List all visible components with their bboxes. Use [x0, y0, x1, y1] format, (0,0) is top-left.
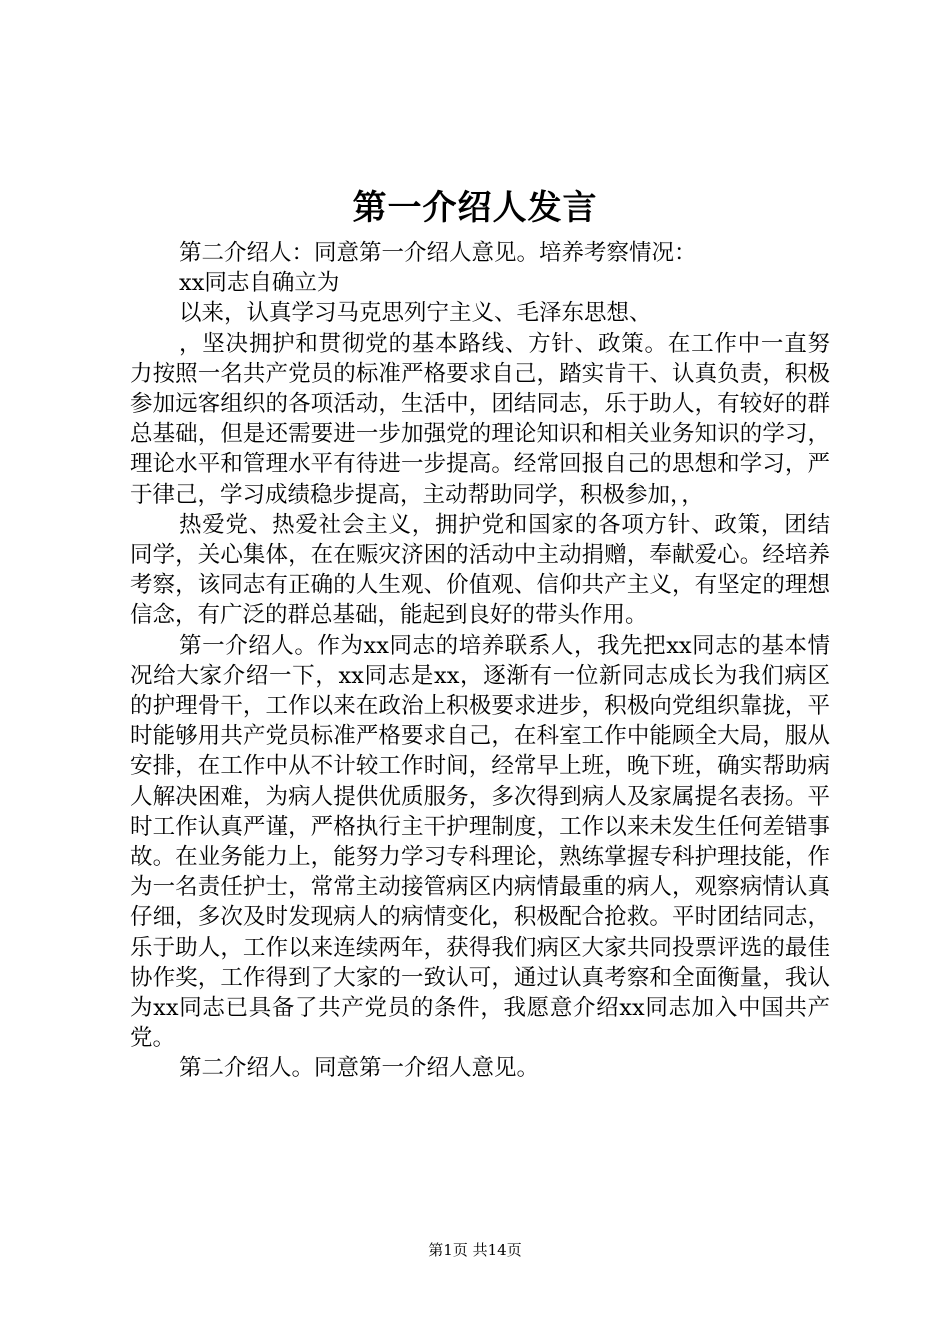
page-footer: 第1页 共14页	[428, 1241, 522, 1259]
document-body	[130, 238, 830, 1084]
paragraph-love-party: 热爱党、热爱社会主义，拥护党和国家的各项方针、政策，团结同学，关心集体，在在赈灾济困的活动中主动捐赠，奉献爱心。经培养考察，该同志有正确的人生观、价值观、信仰共产主义，有坚定的理想信念，有广泛的群总基础，能起到良好的带头作用。	[130, 511, 830, 629]
paragraph-first-introducer: 第一介绍人。作为xx同志的培养联系人，我先把xx同志的基本情况给大家介绍一下，xx同志是xx，逐渐有一位新同志成长为我们病区的护理骨干，工作以来在政治上积极要求进步，积极向党组织靠拢，平时能够用共产党员标准严格要求自己，在科室工作中能顾全大局，服从安排，在工作中从不计较工作时间，经常早上班，晚下班，确实帮助病人解决困难，为病人提供优质服务，多次得到病人及家属提名表扬。平时工作认真严谨，严格执行主干护理制度，工作以来未发生任何差错事故。在业务能力上，能努力学习专科理论，熟练掌握专科护理技能，作为一名责任护士，常常主动接管病区内病情最重的病人，观察病情认真仔细，多次及时发现病人的病情变化，积极配合抢救。平时团结同志，乐于助人，工作以来连续两年，获得我们病区大家共同投票评选的最佳协作奖，工作得到了大家的一致认可，通过认真考察和全面衡量，我认为xx同志已具备了共产党员的条件，我愿意介绍xx同志加入中国共产党。	[130, 632, 830, 1052]
paragraph-second-introducer: 第二介绍人：同意第一介绍人意见。培养考察情况：	[179, 240, 697, 266]
document-title: 第一介绍人发言	[352, 188, 598, 228]
paragraph-support-party-line: ，坚决拥护和贯彻党的基本路线、方针、政策。在工作中一直努力按照一名共产党员的标准严格要求自己，踏实肯干、认真负责，积极参加远客组织的各项活动，生活中，团结同志，乐于助人，有较好的群总基础，但是还需要进一步加强党的理论知识和相关业务知识的学习，理论水平和管理水平有待进一步提高。经常回报自己的思想和学习，严于律己，学习成绩稳步提高，主动帮助同学，积极参加，，	[130, 330, 830, 508]
paragraph-second-introducer-agree: 第二介绍人。同意第一介绍人意见。	[179, 1055, 540, 1082]
paragraph-confirmed-as: xx同志自确立为	[179, 270, 340, 297]
paragraph-study-since: 以来，认真学习马克思列宁主义、毛泽东思想、	[179, 300, 652, 327]
